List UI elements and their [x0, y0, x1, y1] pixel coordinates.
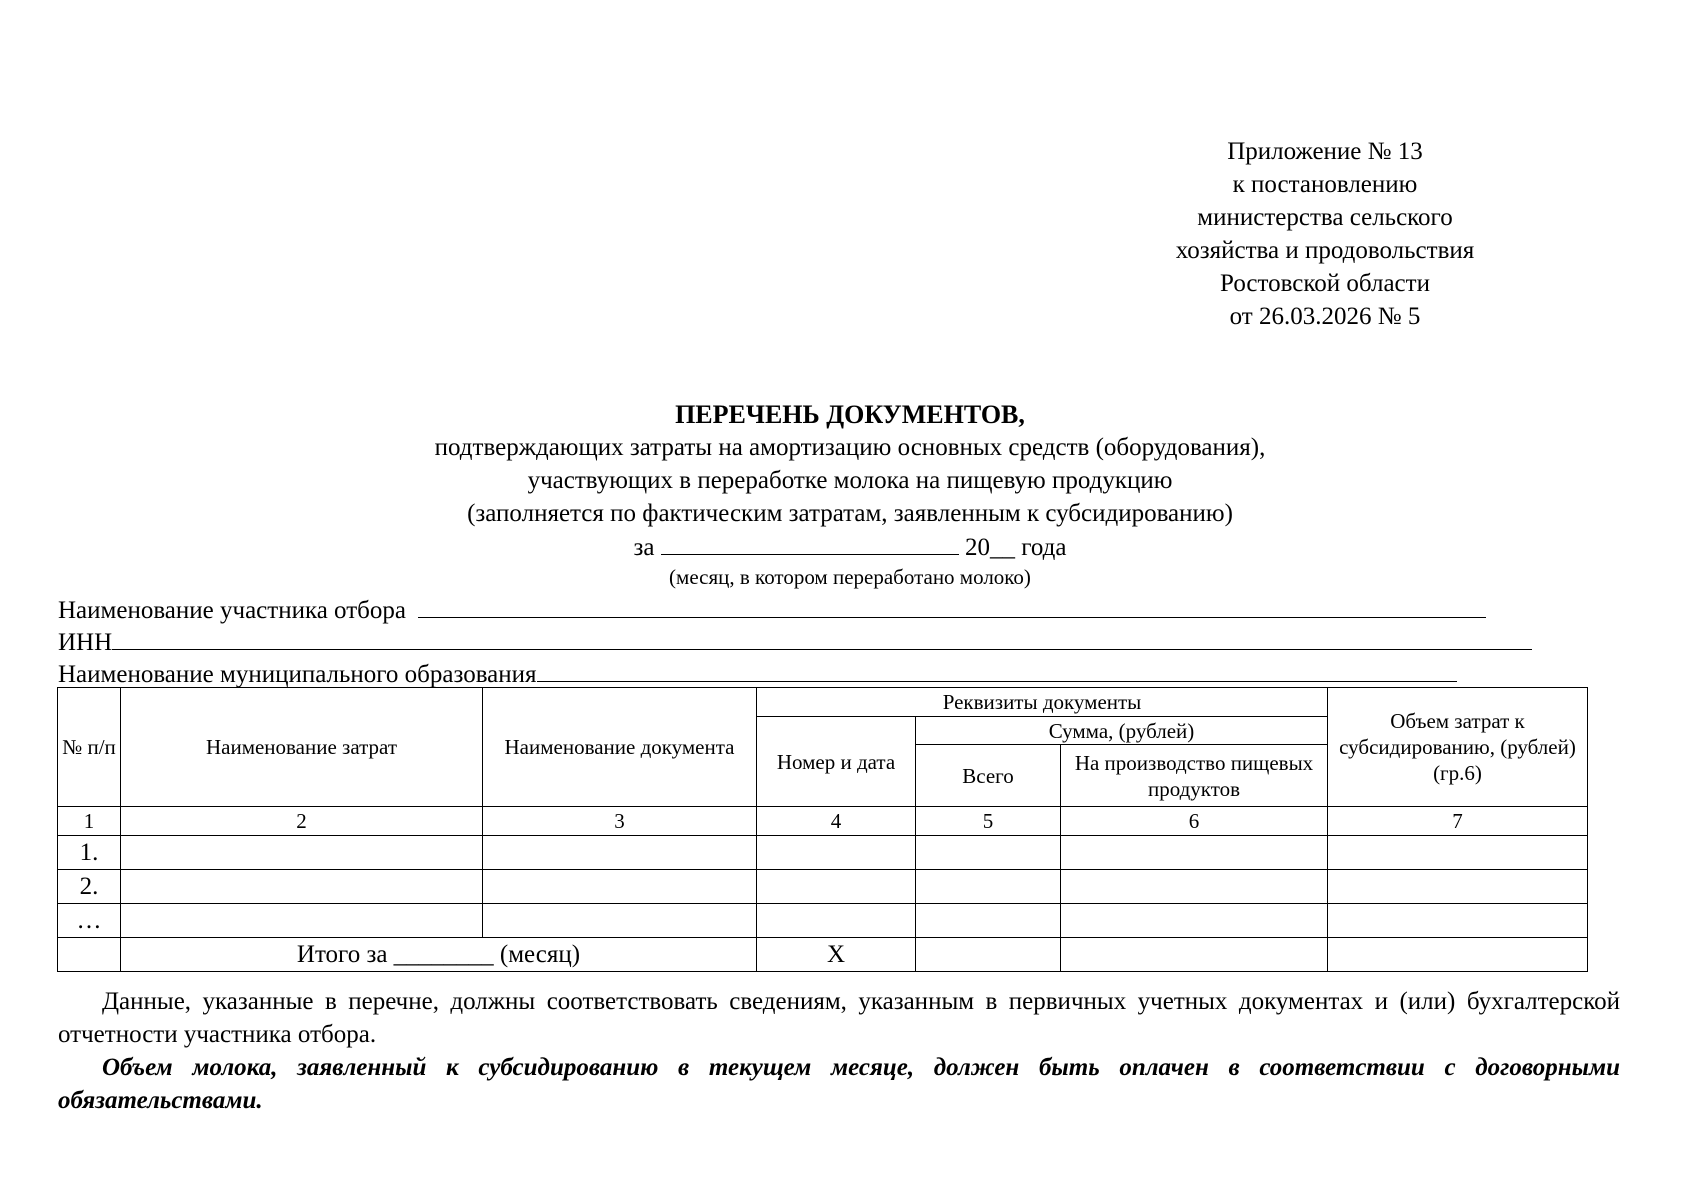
table-cell[interactable]	[1328, 870, 1588, 904]
table-row	[58, 904, 1588, 938]
approval-block	[1170, 135, 1480, 333]
header-total: Всего	[916, 745, 1061, 807]
table-cell[interactable]	[483, 836, 757, 870]
month-blank[interactable]	[661, 530, 959, 555]
period-line	[230, 530, 1470, 564]
table-cell[interactable]	[916, 904, 1061, 938]
documents-table	[57, 687, 1588, 972]
table-cell[interactable]	[121, 836, 483, 870]
table-cell[interactable]	[121, 870, 483, 904]
table-cell[interactable]	[121, 904, 483, 938]
header-food: На производство пищевых продуктов	[1061, 745, 1328, 807]
header-requisites: Реквизиты документы	[757, 688, 1328, 717]
table-cell[interactable]	[916, 870, 1061, 904]
table-cell[interactable]	[1328, 836, 1588, 870]
table-cell[interactable]	[1328, 904, 1588, 938]
table-cell[interactable]	[1328, 938, 1588, 972]
table-cell[interactable]	[1061, 904, 1328, 938]
table-cell[interactable]	[757, 870, 916, 904]
header-volume: Объем затрат к субсидированию, (рублей) (гр.6)	[1328, 688, 1588, 807]
col-number: 3	[483, 807, 757, 836]
total-mark: Х	[757, 938, 916, 972]
col-number: 7	[1328, 807, 1588, 836]
table-cell[interactable]	[916, 938, 1061, 972]
participant-blank[interactable]	[418, 593, 1486, 618]
header-num: № п/п	[58, 688, 121, 807]
table-header-row	[58, 688, 1588, 717]
header-doc-name: Наименование документа	[483, 688, 757, 807]
title-line-3: участвующих в переработке молока на пищевую продукцию	[527, 467, 1173, 494]
document-title: ПЕРЕЧЕНЬ ДОКУМЕНТОВ,	[675, 400, 1025, 429]
municipality-label: Наименование муниципального образования	[58, 661, 537, 688]
municipality-field	[58, 657, 1457, 690]
table-row	[58, 836, 1588, 870]
header-number-date: Номер и дата	[757, 717, 916, 807]
table-cell[interactable]	[1061, 870, 1328, 904]
approval-date: от 26.03.2026 № 5	[1229, 303, 1421, 330]
table-cell[interactable]	[757, 904, 916, 938]
col-number: 4	[757, 807, 916, 836]
title-block	[230, 398, 1470, 590]
municipality-blank[interactable]	[537, 657, 1457, 682]
table-cell[interactable]	[1061, 938, 1328, 972]
period-prefix: за	[633, 534, 655, 561]
table-cell[interactable]	[58, 938, 121, 972]
column-number-row	[58, 807, 1588, 836]
total-row	[58, 938, 1588, 972]
table-cell[interactable]	[483, 904, 757, 938]
participant-field	[58, 593, 1486, 626]
table-cell[interactable]	[757, 836, 916, 870]
inn-blank[interactable]	[112, 625, 1532, 650]
col-number: 2	[121, 807, 483, 836]
approval-line-2: к постановлению	[1232, 171, 1418, 198]
period-hint: (месяц, в котором переработано молоко)	[669, 565, 1031, 589]
table-cell[interactable]	[916, 836, 1061, 870]
header-sum: Сумма, (рублей)	[916, 717, 1328, 745]
inn-label: ИНН	[58, 629, 113, 656]
title-line-4: (заполняется по фактическим затратам, заявленным к субсидированию)	[467, 500, 1233, 527]
total-label: Итого за ________ (месяц)	[121, 938, 757, 972]
table-cell[interactable]	[1061, 836, 1328, 870]
table-row	[58, 870, 1588, 904]
participant-label: Наименование участника отбора	[58, 597, 406, 624]
period-year: 20__ года	[965, 534, 1067, 561]
title-line-2: подтверждающих затраты на амортизацию основных средств (оборудования),	[434, 434, 1266, 461]
header-cost-name: Наименование затрат	[121, 688, 483, 807]
row-number: 2.	[58, 870, 121, 904]
notes-block	[58, 985, 1620, 1117]
appendix-number: Приложение № 13	[1227, 138, 1423, 165]
col-number: 1	[58, 807, 121, 836]
row-number: 1.	[58, 836, 121, 870]
approval-line-5: Ростовской области	[1220, 270, 1430, 297]
approval-line-4: хозяйства и продовольствия	[1175, 237, 1475, 264]
note-paragraph: Данные, указанные в перечне, должны соответствовать сведениям, указанным в первичных учетных документах и (или) бухгалтерской отчетности участника отбора.	[58, 988, 1620, 1048]
col-number: 5	[916, 807, 1061, 836]
note-emphasis: Объем молока, заявленный к субсидированию в текущем месяце, должен быть оплачен в соответствии с договорными обязательствами.	[58, 1054, 1620, 1114]
col-number: 6	[1061, 807, 1328, 836]
table-cell[interactable]	[483, 870, 757, 904]
inn-field	[58, 625, 1532, 658]
approval-line-3: министерства сельского	[1197, 204, 1453, 231]
row-number: …	[58, 904, 121, 938]
